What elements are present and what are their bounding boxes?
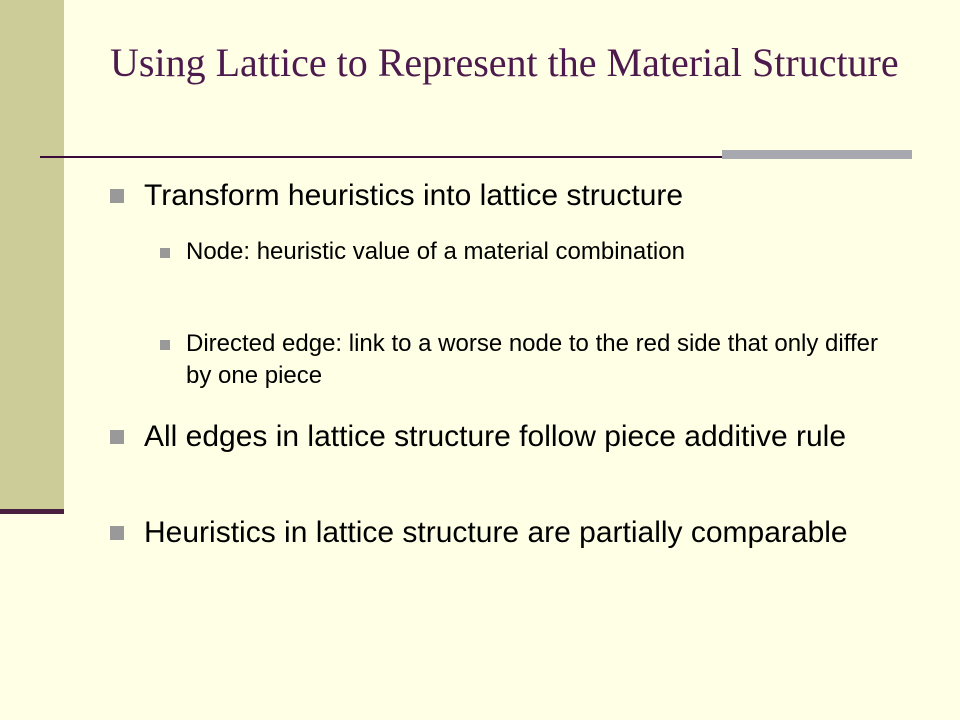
- square-bullet-icon: [110, 430, 124, 444]
- bullet-text: Transform heuristics into lattice structure: [144, 179, 684, 212]
- slide-title: Using Lattice to Represent the Material Structure: [110, 40, 899, 85]
- square-bullet-icon: [160, 248, 170, 258]
- sub-bullet-text: Node: heuristic value of a material combination: [186, 238, 685, 265]
- square-bullet-icon: [110, 526, 124, 540]
- sub-bullet-text: Directed edge: link to a worse node to the red side that only differ by one piece: [186, 330, 878, 389]
- sub-bullet-item: [186, 328, 896, 392]
- bullet-text: Heuristics in lattice structure are partially comparable: [144, 516, 848, 549]
- sub-bullet-item: [186, 236, 896, 268]
- bullet-item: [144, 514, 904, 552]
- bullet-text: All edges in lattice structure follow piece additive rule: [144, 420, 847, 453]
- bullet-item: [144, 418, 904, 456]
- bullet-item: [144, 177, 904, 215]
- square-bullet-icon: [110, 189, 124, 203]
- square-bullet-icon: [160, 340, 170, 350]
